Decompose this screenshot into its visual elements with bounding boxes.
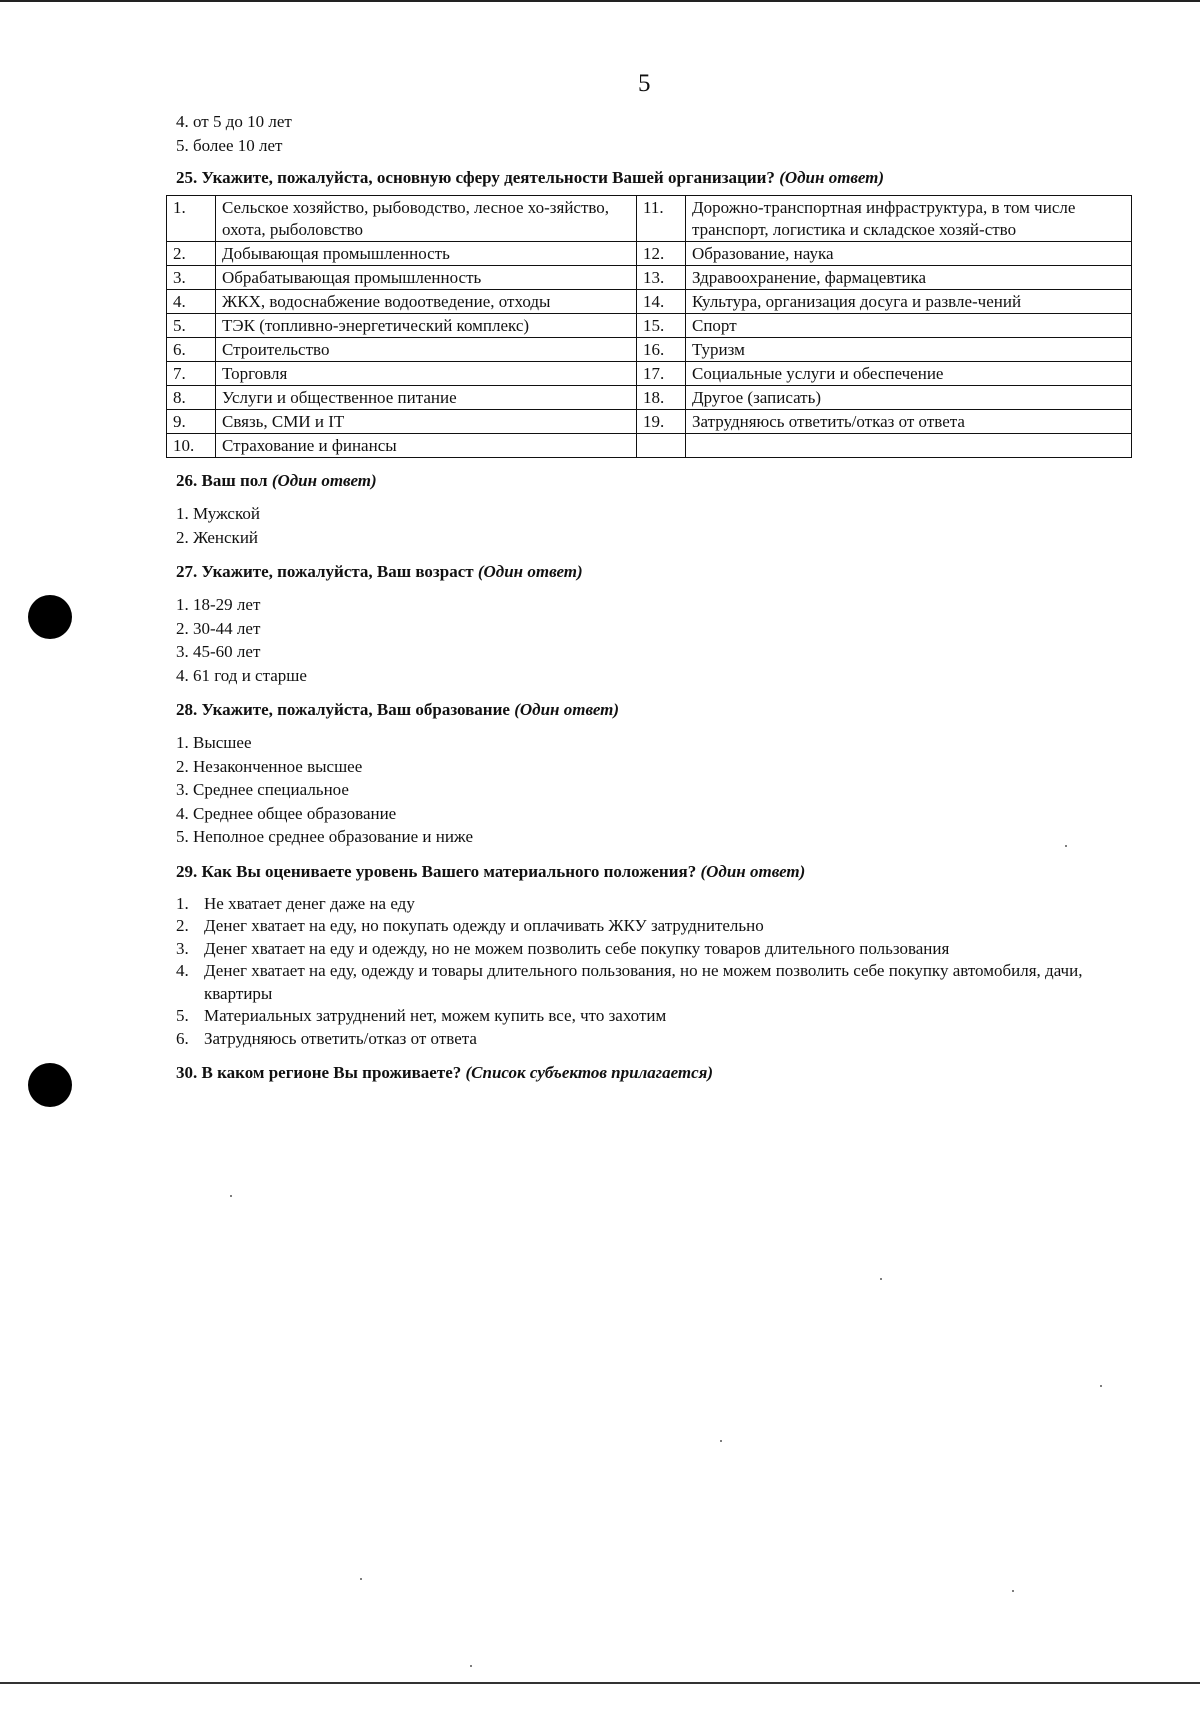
row-label (686, 434, 1132, 458)
row-label: Страхование и финансы (216, 434, 637, 458)
question-hint: (Один ответ) (700, 861, 806, 881)
scan-speck (360, 1578, 362, 1580)
list-item: 1. 18-29 лет (176, 595, 261, 614)
bottom-scan-edge (0, 1682, 1200, 1684)
row-number: 9. (167, 410, 216, 434)
list-item: 2. Незаконченное высшее (176, 756, 363, 776)
row-number: 15. (637, 314, 686, 338)
scan-speck (1065, 845, 1067, 847)
table-row (167, 434, 1132, 458)
question-hint: (Один ответ) (779, 168, 885, 187)
row-number: 3. (167, 266, 216, 290)
list-item: 5. Неполное среднее образование и ниже (176, 827, 473, 846)
row-label: Образование, наука (686, 242, 1132, 266)
row-number: 10. (167, 434, 216, 458)
row-number: 6. (167, 338, 216, 362)
question-hint: (Один ответ) (514, 700, 620, 719)
row-number: 13. (637, 266, 686, 290)
question-title: 30. В каком регионе Вы проживаете? (176, 1063, 462, 1082)
question-25 (176, 167, 1136, 189)
scan-speck (1012, 1590, 1014, 1592)
row-number: 12. (637, 242, 686, 266)
row-number: 4. (167, 290, 216, 314)
row-number: 8. (167, 386, 216, 410)
question-title: 29. Как Вы оцениваете уровень Вашего материального положения? (176, 861, 697, 881)
punch-hole-bottom (28, 1063, 72, 1107)
education-options (176, 731, 1136, 849)
row-label: Добывающая промышленность (216, 242, 637, 266)
scan-speck (880, 1278, 882, 1280)
row-number: 1. (167, 196, 216, 242)
question-28 (176, 699, 1136, 721)
list-item: 1. Не хватает денег даже на еду (176, 893, 415, 913)
row-label: Связь, СМИ и IT (216, 410, 637, 434)
list-item: 4. от 5 до 10 лет (176, 112, 292, 131)
scan-speck (1100, 1385, 1102, 1387)
table-row (167, 242, 1132, 266)
question-title: 27. Укажите, пожалуйста, Ваш возраст (176, 562, 474, 581)
row-label: Спорт (686, 314, 1132, 338)
list-item: 4. Денег хватает на еду, одежду и товары длительного пользования, но не можем позволить себе покупку автомобиля, дачи, квартиры (176, 961, 1083, 1003)
page-number: 5 (638, 70, 651, 97)
table-row (167, 196, 1132, 242)
list-item: 2. Денег хватает на еду, но покупать одежду и оплачивать ЖКУ затруднительно (176, 916, 764, 935)
age-options (176, 593, 1136, 687)
row-label: Другое (записать) (686, 386, 1132, 410)
row-number: 19. (637, 410, 686, 434)
row-label: Обрабатывающая промышленность (216, 266, 637, 290)
previous-question-options (176, 110, 1136, 157)
table-row (167, 410, 1132, 434)
gender-options (176, 502, 1136, 549)
question-title: 26. Ваш пол (176, 471, 268, 490)
row-label: Культура, организация досуга и развле-чений (686, 290, 1132, 314)
list-item: 5. более 10 лет (176, 135, 283, 155)
row-label: Затрудняюсь ответить/отказ от ответа (686, 410, 1132, 434)
list-item: 1. Мужской (176, 504, 260, 523)
table-row (167, 314, 1132, 338)
question-27 (176, 561, 1136, 583)
question-title: 25. Укажите, пожалуйста, основную сферу деятельности Вашей организации? (176, 168, 775, 187)
questionnaire-content (173, 110, 1136, 1094)
row-label: Услуги и общественное питание (216, 386, 637, 410)
punch-hole-top (28, 595, 72, 639)
table-row (167, 290, 1132, 314)
table-row (167, 362, 1132, 386)
question-hint: (Список субъектов прилагается) (465, 1063, 714, 1082)
list-item: 3. Среднее специальное (176, 780, 349, 799)
list-item: 5. Материальных затруднений нет, можем купить все, что захотим (176, 1006, 667, 1025)
question-hint: (Один ответ) (271, 471, 377, 490)
scan-speck (230, 1195, 232, 1197)
row-number: 16. (637, 338, 686, 362)
top-scan-edge (0, 0, 1200, 2)
list-item: 3. Денег хватает на еду и одежду, но не можем позволить себе покупку товаров длительного пользования (176, 938, 950, 958)
row-label: Здравоохранение, фармацевтика (686, 266, 1132, 290)
table-row (167, 338, 1132, 362)
row-label: Дорожно-транспортная инфраструктура, в том числе транспорт, логистика и складское хозяй-ство (686, 196, 1132, 242)
row-number: 5. (167, 314, 216, 338)
row-label: Торговля (216, 362, 637, 386)
list-item: 1. Высшее (176, 733, 252, 752)
list-item: 2. 30-44 лет (176, 618, 261, 638)
table-row (167, 386, 1132, 410)
row-label: Социальные услуги и обеспечение (686, 362, 1132, 386)
row-number: 7. (167, 362, 216, 386)
row-label: Туризм (686, 338, 1132, 362)
row-number: 17. (637, 362, 686, 386)
question-30 (176, 1062, 1136, 1084)
row-number: 18. (637, 386, 686, 410)
question-29 (176, 861, 1136, 883)
question-hint: (Один ответ) (477, 562, 583, 581)
row-number: 2. (167, 242, 216, 266)
question-title: 28. Укажите, пожалуйста, Ваш образование (176, 700, 510, 719)
row-label: ЖКХ, водоснабжение водоотведение, отходы (216, 290, 637, 314)
scan-speck (720, 1440, 722, 1442)
list-item: 2. Женский (176, 527, 259, 547)
list-item: 4. Среднее общее образование (176, 803, 397, 823)
row-label: Сельское хозяйство, рыбоводство, лесное хо-зяйство, охота, рыболовство (216, 196, 637, 242)
list-item: 4. 61 год и старше (176, 665, 307, 685)
activity-sphere-table (166, 195, 1132, 458)
question-26 (176, 470, 1136, 492)
row-label: Строительство (216, 338, 637, 362)
table-row (167, 266, 1132, 290)
list-item: 3. 45-60 лет (176, 642, 261, 661)
row-number: 14. (637, 290, 686, 314)
row-number (637, 434, 686, 458)
row-label: ТЭК (топливно-энергетический комплекс) (216, 314, 637, 338)
row-number: 11. (637, 196, 686, 242)
scan-speck (470, 1665, 472, 1667)
list-item: 6. Затрудняюсь ответить/отказ от ответа (176, 1028, 477, 1048)
income-options (176, 893, 1136, 1051)
